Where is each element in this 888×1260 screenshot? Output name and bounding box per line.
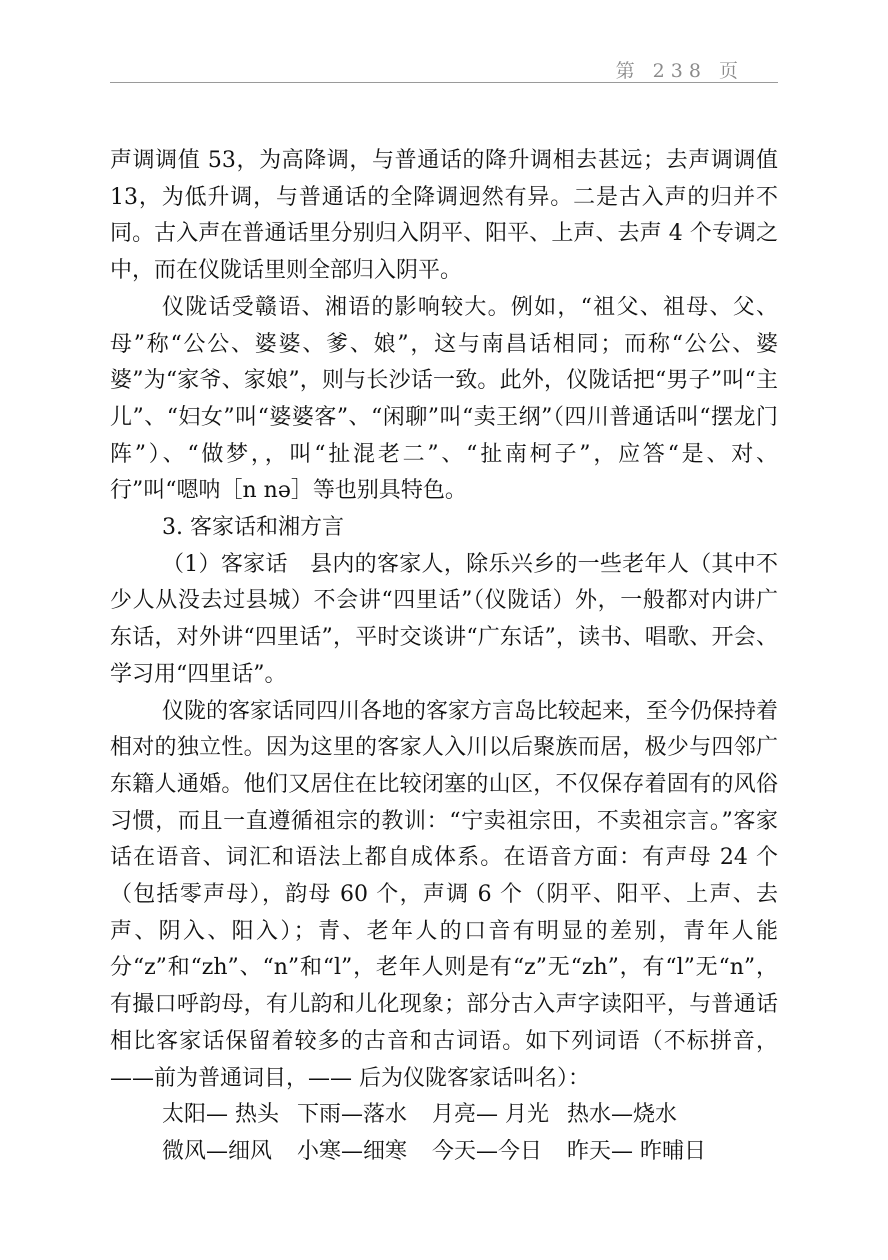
paragraph-tone-values: 声调调值 53，为高降调，与普通话的降升调相去甚远；去声调调值 13，为低升调，与普通话的全降调迥然有异。二是古入声的归并不同。古入声在普通话里分别归入阴平、阳平、上声、去声 4 个专调之中，而在仪陇话里则全部归入阴平。 xyxy=(110,148,778,284)
word-list-row xyxy=(162,1097,778,1134)
document-body xyxy=(110,143,778,1171)
page-header xyxy=(110,50,778,83)
word-pair: 小寒—细寒 xyxy=(297,1138,408,1164)
paragraph-hakka-speakers: （1）客家话 县内的客家人，除乐兴乡的一些老年人（其中不少人从没去过县城）不会讲“四里话”（仪陇话）外，一般都对内讲广东话，对外讲“四里话”，平时交谈讲“广东话”，读书、唱歌、开会、学习用“四里话”。 xyxy=(110,551,778,687)
paragraph-gan-xiang-influence: 仪陇话受赣语、湘语的影响较大。例如，“祖父、祖母、父、母”称“公公、婆婆、爹、娘”，这与南昌话相同；而称“公公、婆婆”为“家爷、家娘”，则与长沙话一致。此外，仪陇话把“男子”叫“主儿”、“妇女”叫“婆婆客”、“闲聊”叫“卖王纲”（四川普通话叫“摆龙门阵”）、“做梦，，叫“扯混老二”、“扯南柯子”，应答“是、对、行”叫“嗯呐［n nə］等也别具特色。 xyxy=(110,294,778,504)
paragraph-hakka-independence: 仪陇的客家话同四川各地的客家方言岛比较起来，至今仍保持着相对的独立性。因为这里的客家人入川以后聚族而居，极少与四邻广东籍人通婚。他们又居住在比较闭塞的山区，不仅保存着固有的风俗习惯，而且一直遵循祖宗的教训：“宁卖祖宗田，不卖祖宗言。”客家话在语音、词汇和语法上都自成体系。在语音方面：有声母 24 个（包括零声母），韵母 60 个，声调 6 个（阴平、阳平、上声、去声、阴入、阳入）；青、老年人的口音有明显的差别，青年人能分“z”和“zh”、“n”和“l”，老年人则是有“z”无“zh”，有“l”无“n”，有撮口呼韵母，有儿韵和儿化现象；部分古入声字读阳平，与普通话相比客家话保留着较多的古音和古词语。如下列词语（不标拼音，——前为普通词目，—— 后为仪陇客家话叫名）： xyxy=(110,698,779,1091)
word-pair: 昨天— 昨晡日 xyxy=(567,1138,706,1164)
word-pair: 太阳— 热头 xyxy=(162,1102,279,1128)
word-pair: 微风—细风 xyxy=(162,1138,273,1164)
word-pair: 今天—今日 xyxy=(432,1138,543,1164)
word-pair: 月亮— 月光 xyxy=(432,1102,549,1128)
word-pair: 热水—烧水 xyxy=(567,1102,678,1128)
section-heading: 3. 客家话和湘方言 xyxy=(162,515,344,541)
page-number: 第 238 页 xyxy=(615,60,744,82)
word-list-row xyxy=(162,1134,778,1171)
word-pair: 下雨—落水 xyxy=(297,1102,408,1128)
word-list xyxy=(110,1097,778,1170)
